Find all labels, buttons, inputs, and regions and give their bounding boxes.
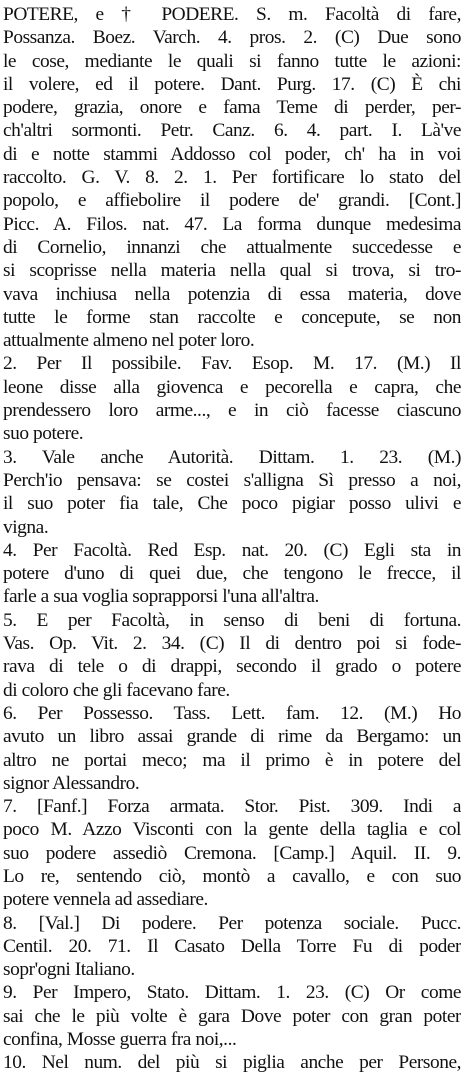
entry-line-21: Perch'io pensava: se costei s'alligna Sì presso a noi, [3,469,461,491]
entry-line-31: 6. Per Possesso. Tass. Lett. fam. 12. (M.) Ho [3,702,461,724]
entry-line-25: potere d'uno di quei due, che tengono le frecce, il [3,563,461,585]
entry-line-2: Possanza. Boez. Varch. 4. pros. 2. (C) Due sono [3,27,461,49]
dictionary-entry-potere [3,3,461,1075]
entry-line-30: di coloro che gli facevano fare. [3,679,230,701]
entry-line-14: tutte le forme stan raccolte e concepute, se non [3,306,461,328]
entry-line-5: podere, grazia, onore e fama Teme di perder, per- [3,97,461,119]
entry-line-22: il suo poter fia tale, Che poco pigiar posso ulivi e [3,493,461,515]
entry-line-28: Vas. Op. Vit. 2. 34. (C) Il di dentro poi si fode- [3,633,461,655]
entry-line-11: di Cornelio, innanzi che attualmente succedesse e [3,236,461,258]
entry-line-16: 2. Per Il possibile. Fav. Esop. M. 17. (M.) Il [3,353,461,375]
entry-line-43: 9. Per Impero, Stato. Dittam. 1. 23. (C) Or come [3,982,461,1004]
entry-line-32: avuto un libro assai grande di rime da Bergamo: un [3,726,461,748]
entry-line-18: prendessero loro arme..., e in ciò facesse ciascuno [3,400,461,422]
entry-line-13: vava inchiusa nella potenzia di essa materia, dove [3,283,461,305]
entry-line-38: Lo re, sentendo ciò, montò a cavallo, e con suo [3,865,461,887]
entry-line-7: di e notte stammi Addosso col poder, ch' ha in voi [3,143,461,165]
entry-line-19: suo potere. [3,423,84,445]
entry-line-36: poco M. Azzo Visconti con la gente della taglia e col [3,819,461,841]
entry-line-17: leone disse alla giovenca e pecorella e capra, che [3,376,461,398]
entry-line-27: 5. E per Facoltà, in senso di beni di fortuna. [3,609,461,631]
entry-line-24: 4. Per Facoltà. Red Esp. nat. 20. (C) Egli sta in [3,539,461,561]
entry-line-12: si scoprisse nella materia nella qual si trova, si tro- [3,260,461,282]
entry-line-10: Picc. A. Filos. nat. 47. La forma dunque medesima [3,213,461,235]
entry-line-37: suo podere assediò Cremona. [Camp.] Aquil. II. 9. [3,842,461,864]
entry-line-35: 7. [Fanf.] Forza armata. Stor. Pist. 309. Indi a [3,796,461,818]
entry-line-20: 3. Vale anche Autorità. Dittam. 1. 23. (M.) [3,446,461,468]
entry-line-41: Centil. 20. 71. Il Casato Della Torre Fu di poder [3,935,461,957]
entry-line-26: farle a sua voglia soprapporsi l'una all'altra. [3,586,319,608]
entry-line-33: altro ne portai meco; ma il primo è in potere del [3,749,461,771]
entry-line-3: le cose, mediante le quali si fanno tutte le azioni: [3,50,461,72]
entry-line-46: 10. Nel num. del più si piglia anche per Persone, [3,1052,461,1074]
entry-line-8: raccolto. G. V. 8. 2. 1. Per fortificare lo stato del [3,167,461,189]
entry-line-9: popolo, e affiebolire il podere de' grandi. [Cont.] [3,190,461,212]
entry-line-29: rava di tele o di drappi, secondo il grado o potere [3,656,461,678]
entry-line-4: il volere, ed il potere. Dant. Purg. 17. (C) È chi [3,73,461,95]
entry-line-23: vigna. [3,516,49,538]
entry-line-1: POTERE, e † PODERE. S. m. Facoltà di fare, [3,4,461,25]
entry-line-42: sopr'ogni Italiano. [3,959,135,981]
dictionary-page [3,3,461,1075]
entry-line-40: 8. [Val.] Di podere. Per potenza sociale. Pucc. [3,912,461,934]
entry-line-39: potere vennela ad assediare. [3,889,208,911]
entry-line-6: ch'altri sormonti. Petr. Canz. 6. 4. part. I. Là've [3,120,461,142]
entry-line-34: signor Alessandro. [3,772,140,794]
entry-line-45: confina, Mosse guerra fra noi,... [3,1029,237,1051]
entry-line-15: attualmente almeno nel poter loro. [3,330,255,352]
entry-line-44: sai che le più volte è gara Dove poter con gran poter [3,1005,461,1027]
